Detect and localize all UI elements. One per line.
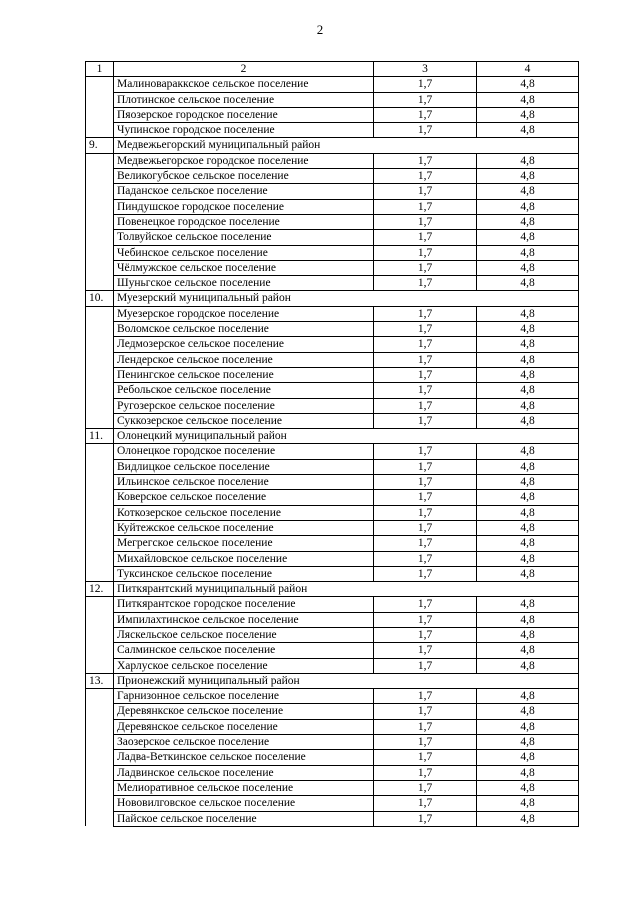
value-col3: 1,7 xyxy=(374,796,477,811)
row-number-cell xyxy=(86,811,114,826)
value-col4: 4,8 xyxy=(477,337,579,352)
value-col4: 4,8 xyxy=(477,475,579,490)
value-col3: 1,7 xyxy=(374,398,477,413)
settlement-row xyxy=(86,153,579,168)
value-col3: 1,7 xyxy=(374,689,477,704)
row-number-cell xyxy=(86,520,114,535)
value-col4: 4,8 xyxy=(477,750,579,765)
settlement-name: Медвежьегорское городское поселение xyxy=(114,153,374,168)
row-number-cell xyxy=(86,566,114,581)
row-number-cell xyxy=(86,230,114,245)
settlement-name: Мелиоративное сельское поселение xyxy=(114,780,374,795)
value-col3: 1,7 xyxy=(374,658,477,673)
district-row xyxy=(86,429,579,444)
value-col3: 1,7 xyxy=(374,230,477,245)
settlement-row xyxy=(86,597,579,612)
row-number-cell xyxy=(86,444,114,459)
settlement-name: Харлуское сельское поселение xyxy=(114,658,374,673)
settlement-name: Ладва-Веткинское сельское поселение xyxy=(114,750,374,765)
settlement-row xyxy=(86,475,579,490)
value-col3: 1,7 xyxy=(374,413,477,428)
value-col4: 4,8 xyxy=(477,230,579,245)
row-number-cell xyxy=(86,77,114,92)
settlement-row xyxy=(86,276,579,291)
settlement-name: Коверское сельское поселение xyxy=(114,490,374,505)
settlement-name: Чебинское сельское поселение xyxy=(114,245,374,260)
settlement-row xyxy=(86,107,579,122)
settlement-name: Деревянкское сельское поселение xyxy=(114,704,374,719)
settlement-row xyxy=(86,337,579,352)
header-cell-4: 4 xyxy=(477,62,579,77)
row-number-cell xyxy=(86,413,114,428)
settlement-row xyxy=(86,367,579,382)
value-col4: 4,8 xyxy=(477,551,579,566)
row-number-cell xyxy=(86,536,114,551)
settlement-row xyxy=(86,735,579,750)
value-col3: 1,7 xyxy=(374,551,477,566)
settlement-row xyxy=(86,566,579,581)
row-number-cell xyxy=(86,796,114,811)
district-row xyxy=(86,582,579,597)
district-number: 11. xyxy=(86,429,114,444)
row-number-cell xyxy=(86,689,114,704)
value-col4: 4,8 xyxy=(477,413,579,428)
value-col4: 4,8 xyxy=(477,398,579,413)
row-number-cell xyxy=(86,276,114,291)
settlement-name: Ругозерское сельское поселение xyxy=(114,398,374,413)
settlement-row xyxy=(86,245,579,260)
row-number-cell xyxy=(86,475,114,490)
row-number-cell xyxy=(86,199,114,214)
row-number-cell xyxy=(86,612,114,627)
settlement-name: Чёлмужское сельское поселение xyxy=(114,260,374,275)
settlement-name: Ладвинское сельское поселение xyxy=(114,765,374,780)
district-name: Олонецкий муниципальный район xyxy=(114,429,579,444)
value-col3: 1,7 xyxy=(374,490,477,505)
value-col3: 1,7 xyxy=(374,505,477,520)
value-col4: 4,8 xyxy=(477,566,579,581)
value-col4: 4,8 xyxy=(477,735,579,750)
row-number-cell xyxy=(86,490,114,505)
settlement-name: Малиновараккское сельское поселение xyxy=(114,77,374,92)
value-col3: 1,7 xyxy=(374,444,477,459)
settlement-name: Коткозерское сельское поселение xyxy=(114,505,374,520)
value-col3: 1,7 xyxy=(374,92,477,107)
settlement-name: Ляскельское сельское поселение xyxy=(114,627,374,642)
header-cell-1: 1 xyxy=(86,62,114,77)
value-col3: 1,7 xyxy=(374,77,477,92)
value-col3: 1,7 xyxy=(374,123,477,138)
settlement-name: Паданское сельское поселение xyxy=(114,184,374,199)
value-col4: 4,8 xyxy=(477,505,579,520)
settlement-name: Видлицкое сельское поселение xyxy=(114,459,374,474)
settlement-row xyxy=(86,123,579,138)
settlement-name: Лендерское сельское поселение xyxy=(114,352,374,367)
value-col4: 4,8 xyxy=(477,627,579,642)
settlement-row xyxy=(86,765,579,780)
settlement-row xyxy=(86,260,579,275)
settlement-name: Чупинское городское поселение xyxy=(114,123,374,138)
row-number-cell xyxy=(86,735,114,750)
value-col3: 1,7 xyxy=(374,750,477,765)
settlements-table xyxy=(85,61,579,827)
row-number-cell xyxy=(86,123,114,138)
value-col4: 4,8 xyxy=(477,169,579,184)
value-col3: 1,7 xyxy=(374,107,477,122)
value-col4: 4,8 xyxy=(477,184,579,199)
settlement-row xyxy=(86,750,579,765)
row-number-cell xyxy=(86,260,114,275)
value-col3: 1,7 xyxy=(374,199,477,214)
value-col3: 1,7 xyxy=(374,184,477,199)
value-col3: 1,7 xyxy=(374,306,477,321)
settlement-row xyxy=(86,398,579,413)
settlement-row xyxy=(86,796,579,811)
settlement-name: Муезерское городское поселение xyxy=(114,306,374,321)
settlement-row xyxy=(86,92,579,107)
value-col4: 4,8 xyxy=(477,123,579,138)
value-col3: 1,7 xyxy=(374,597,477,612)
settlement-row xyxy=(86,689,579,704)
settlement-row xyxy=(86,214,579,229)
value-col3: 1,7 xyxy=(374,153,477,168)
value-col3: 1,7 xyxy=(374,520,477,535)
row-number-cell xyxy=(86,704,114,719)
settlement-name: Михайловское сельское поселение xyxy=(114,551,374,566)
settlement-row xyxy=(86,199,579,214)
settlement-row xyxy=(86,459,579,474)
settlement-name: Салминское сельское поселение xyxy=(114,643,374,658)
settlement-name: Повенецкое городское поселение xyxy=(114,214,374,229)
settlement-name: Заозерское сельское поселение xyxy=(114,735,374,750)
settlement-row xyxy=(86,704,579,719)
page-number: 2 xyxy=(316,22,324,37)
row-number-cell xyxy=(86,627,114,642)
value-col4: 4,8 xyxy=(477,765,579,780)
settlement-row xyxy=(86,719,579,734)
row-number-cell xyxy=(86,352,114,367)
settlement-row xyxy=(86,627,579,642)
header-cell-3: 3 xyxy=(374,62,477,77)
row-number-cell xyxy=(86,505,114,520)
row-number-cell xyxy=(86,551,114,566)
settlement-name: Деревянское сельское поселение xyxy=(114,719,374,734)
table-header-row xyxy=(86,62,579,77)
settlement-row xyxy=(86,520,579,535)
settlement-row xyxy=(86,780,579,795)
value-col4: 4,8 xyxy=(477,383,579,398)
settlement-row xyxy=(86,490,579,505)
value-col4: 4,8 xyxy=(477,704,579,719)
value-col3: 1,7 xyxy=(374,811,477,826)
value-col4: 4,8 xyxy=(477,92,579,107)
value-col4: 4,8 xyxy=(477,276,579,291)
district-name: Питкярантский муниципальный район xyxy=(114,582,579,597)
settlement-name: Мегрегское сельское поселение xyxy=(114,536,374,551)
row-number-cell xyxy=(86,643,114,658)
settlement-name: Ледмозерское сельское поселение xyxy=(114,337,374,352)
settlement-name: Олонецкое городское поселение xyxy=(114,444,374,459)
value-col3: 1,7 xyxy=(374,322,477,337)
settlement-name: Импилахтинское сельское поселение xyxy=(114,612,374,627)
row-number-cell xyxy=(86,597,114,612)
value-col4: 4,8 xyxy=(477,352,579,367)
district-name: Медвежьегорский муниципальный район xyxy=(114,138,579,153)
value-col3: 1,7 xyxy=(374,352,477,367)
settlement-row xyxy=(86,322,579,337)
row-number-cell xyxy=(86,459,114,474)
value-col3: 1,7 xyxy=(374,780,477,795)
value-col3: 1,7 xyxy=(374,566,477,581)
value-col3: 1,7 xyxy=(374,337,477,352)
row-number-cell xyxy=(86,245,114,260)
row-number-cell xyxy=(86,184,114,199)
value-col4: 4,8 xyxy=(477,245,579,260)
settlement-name: Шуньгское сельское поселение xyxy=(114,276,374,291)
settlement-name: Пенингское сельское поселение xyxy=(114,367,374,382)
value-col3: 1,7 xyxy=(374,536,477,551)
settlement-name: Ребольское сельское поселение xyxy=(114,383,374,398)
settlement-row xyxy=(86,184,579,199)
value-col4: 4,8 xyxy=(477,597,579,612)
settlement-row xyxy=(86,383,579,398)
value-col4: 4,8 xyxy=(477,536,579,551)
settlement-name: Толвуйское сельское поселение xyxy=(114,230,374,245)
table-body xyxy=(86,62,579,827)
settlement-row xyxy=(86,169,579,184)
settlement-row xyxy=(86,352,579,367)
value-col3: 1,7 xyxy=(374,367,477,382)
district-number: 10. xyxy=(86,291,114,306)
row-number-cell xyxy=(86,780,114,795)
settlement-row xyxy=(86,77,579,92)
settlement-name: Великогубское сельское поселение xyxy=(114,169,374,184)
value-col3: 1,7 xyxy=(374,612,477,627)
value-col4: 4,8 xyxy=(477,643,579,658)
value-col4: 4,8 xyxy=(477,689,579,704)
row-number-cell xyxy=(86,107,114,122)
district-row xyxy=(86,138,579,153)
value-col4: 4,8 xyxy=(477,612,579,627)
row-number-cell xyxy=(86,658,114,673)
settlement-name: Пиндушское городское поселение xyxy=(114,199,374,214)
value-col4: 4,8 xyxy=(477,367,579,382)
settlement-name: Пяозерское городское поселение xyxy=(114,107,374,122)
settlement-name: Плотинское сельское поселение xyxy=(114,92,374,107)
row-number-cell xyxy=(86,383,114,398)
settlement-name: Куйтежское сельское поселение xyxy=(114,520,374,535)
settlement-row xyxy=(86,811,579,826)
row-number-cell xyxy=(86,765,114,780)
value-col4: 4,8 xyxy=(477,214,579,229)
settlement-row xyxy=(86,551,579,566)
value-col4: 4,8 xyxy=(477,260,579,275)
value-col3: 1,7 xyxy=(374,475,477,490)
row-number-cell xyxy=(86,750,114,765)
header-cell-2: 2 xyxy=(114,62,374,77)
district-number: 13. xyxy=(86,673,114,688)
settlement-row xyxy=(86,643,579,658)
value-col3: 1,7 xyxy=(374,169,477,184)
value-col3: 1,7 xyxy=(374,383,477,398)
value-col4: 4,8 xyxy=(477,658,579,673)
value-col3: 1,7 xyxy=(374,276,477,291)
value-col4: 4,8 xyxy=(477,153,579,168)
settlement-name: Воломское сельское поселение xyxy=(114,322,374,337)
settlement-row xyxy=(86,536,579,551)
district-name: Муезерский муниципальный район xyxy=(114,291,579,306)
row-number-cell xyxy=(86,92,114,107)
settlement-name: Гарнизонное сельское поселение xyxy=(114,689,374,704)
settlement-row xyxy=(86,658,579,673)
value-col4: 4,8 xyxy=(477,520,579,535)
value-col3: 1,7 xyxy=(374,704,477,719)
value-col3: 1,7 xyxy=(374,627,477,642)
value-col4: 4,8 xyxy=(477,322,579,337)
settlement-row xyxy=(86,306,579,321)
district-number: 9. xyxy=(86,138,114,153)
value-col3: 1,7 xyxy=(374,643,477,658)
row-number-cell xyxy=(86,367,114,382)
value-col3: 1,7 xyxy=(374,459,477,474)
settlement-name: Туксинское сельское поселение xyxy=(114,566,374,581)
value-col3: 1,7 xyxy=(374,735,477,750)
value-col3: 1,7 xyxy=(374,719,477,734)
value-col4: 4,8 xyxy=(477,77,579,92)
settlement-name: Ильинское сельское поселение xyxy=(114,475,374,490)
value-col4: 4,8 xyxy=(477,306,579,321)
value-col4: 4,8 xyxy=(477,459,579,474)
value-col3: 1,7 xyxy=(374,245,477,260)
value-col4: 4,8 xyxy=(477,719,579,734)
settlement-name: Суккозерское сельское поселение xyxy=(114,413,374,428)
value-col4: 4,8 xyxy=(477,107,579,122)
settlement-name: Питкярантское городское поселение xyxy=(114,597,374,612)
district-row xyxy=(86,291,579,306)
row-number-cell xyxy=(86,214,114,229)
row-number-cell xyxy=(86,306,114,321)
district-name: Прионежский муниципальный район xyxy=(114,673,579,688)
settlement-row xyxy=(86,612,579,627)
district-number: 12. xyxy=(86,582,114,597)
value-col4: 4,8 xyxy=(477,490,579,505)
row-number-cell xyxy=(86,719,114,734)
settlement-row xyxy=(86,444,579,459)
value-col3: 1,7 xyxy=(374,214,477,229)
row-number-cell xyxy=(86,153,114,168)
row-number-cell xyxy=(86,398,114,413)
row-number-cell xyxy=(86,322,114,337)
row-number-cell xyxy=(86,169,114,184)
settlement-name: Пайское сельское поселение xyxy=(114,811,374,826)
settlement-name: Нововилговское сельское поселение xyxy=(114,796,374,811)
value-col4: 4,8 xyxy=(477,780,579,795)
settlement-row xyxy=(86,230,579,245)
settlement-row xyxy=(86,505,579,520)
district-row xyxy=(86,673,579,688)
value-col4: 4,8 xyxy=(477,444,579,459)
value-col4: 4,8 xyxy=(477,796,579,811)
settlement-row xyxy=(86,413,579,428)
row-number-cell xyxy=(86,337,114,352)
value-col3: 1,7 xyxy=(374,260,477,275)
value-col4: 4,8 xyxy=(477,199,579,214)
value-col3: 1,7 xyxy=(374,765,477,780)
value-col4: 4,8 xyxy=(477,811,579,826)
